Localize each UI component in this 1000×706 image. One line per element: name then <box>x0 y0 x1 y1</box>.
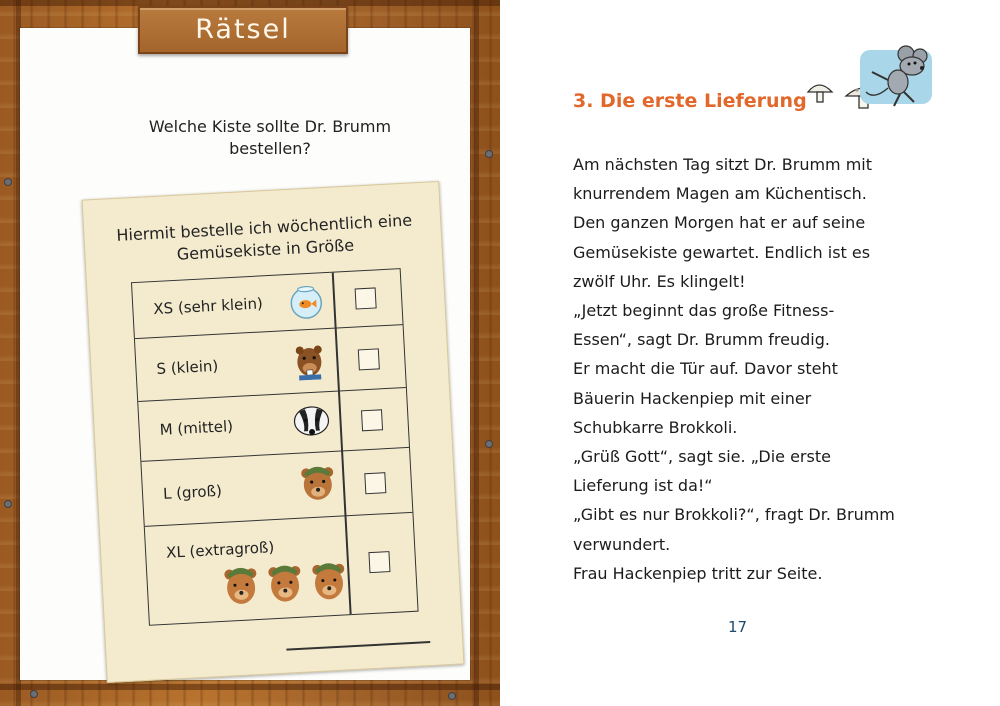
wood-plank-seam <box>0 684 500 690</box>
story-line: Den ganzen Morgen hat er auf seine <box>573 213 866 233</box>
size-checkbox-xl[interactable] <box>368 551 390 573</box>
story-line: „Gibt es nur Brokkoli?“, fragt Dr. Brumm <box>573 505 895 525</box>
size-checkbox-l[interactable] <box>364 472 386 494</box>
nail-icon <box>485 150 493 158</box>
size-checkbox-s[interactable] <box>358 348 380 370</box>
size-label: S (klein) <box>156 356 219 378</box>
story-line: Schubkarre Brokkoli. <box>573 417 738 437</box>
signature-line <box>286 641 430 650</box>
nail-icon <box>4 500 12 508</box>
size-label: M (mittel) <box>159 417 234 439</box>
story-line: „Jetzt beginnt das große Fitness- <box>573 301 835 321</box>
story-line: Er macht die Tür auf. Davor steht <box>573 359 838 379</box>
size-label: XS (sehr klein) <box>152 294 264 319</box>
story-text <box>573 150 993 588</box>
story-line: Frau Hackenpiep tritt zur Seite. <box>573 563 823 583</box>
story-line: Essen“, sagt Dr. Brumm freudig. <box>573 330 830 350</box>
size-table <box>131 268 419 626</box>
size-checkbox-m[interactable] <box>361 409 383 431</box>
story-line: Bäuerin Hackenpiep mit einer <box>573 388 812 408</box>
story-line: knurrendem Magen am Küchentisch. <box>573 184 867 204</box>
badger-icon <box>288 400 334 442</box>
page-number: 17 <box>728 618 748 636</box>
story-line: verwundert. <box>573 534 671 554</box>
bear-icon <box>298 460 338 508</box>
three-bears-icon <box>221 556 349 613</box>
page-title-sign: Rätsel <box>138 6 348 54</box>
story-line: zwölf Uhr. Es klingelt! <box>573 271 746 291</box>
story-line: Lieferung ist da!“ <box>573 476 713 496</box>
nail-icon <box>30 690 38 698</box>
order-form <box>82 181 465 683</box>
story-line: Am nächsten Tag sitzt Dr. Brumm mit <box>573 155 873 174</box>
size-checkbox-xs[interactable] <box>355 287 377 309</box>
mouse-icon <box>858 42 940 108</box>
story-line: „Grüß Gott“, sagt sie. „Die erste <box>573 447 831 467</box>
nail-icon <box>485 440 493 448</box>
puzzle-card <box>20 28 470 680</box>
size-row-xl <box>145 513 418 625</box>
story-line: Gemüsekiste gewartet. Endlich ist es <box>573 242 871 262</box>
goldfish-bowl-icon <box>286 281 326 321</box>
chapter-title: 3. Die erste Lieferung <box>573 90 807 112</box>
beaver-icon <box>291 341 327 381</box>
order-form-heading: Hiermit bestelle ich wöchentlich eine Gemüsekiste in Größe <box>115 210 413 264</box>
puzzle-question: Welche Kiste sollte Dr. Brumm bestellen? <box>148 117 392 158</box>
size-label: XL (extragroß) <box>165 538 275 562</box>
size-label: L (groß) <box>162 481 223 503</box>
nail-icon <box>4 178 12 186</box>
nail-icon <box>448 692 456 700</box>
wood-plank-seam <box>474 0 479 706</box>
